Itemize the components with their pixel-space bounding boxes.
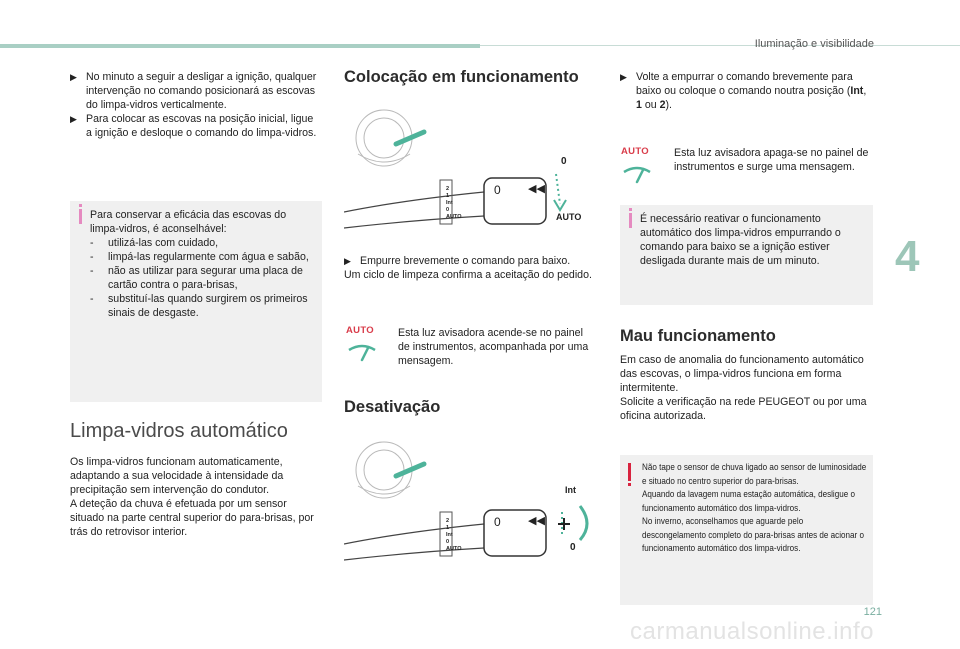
warning-text: Não tape o sensor de chuva ligado ao sensor de luminosidade e situado no centro superior do para-brisas. [642, 462, 867, 486]
section-heading: Mau funcionamento [620, 327, 776, 345]
watermark: carmanualsonline.info [630, 618, 874, 645]
auto-wiper-warning-icon [346, 340, 378, 362]
section-heading: Limpa-vidros automático [70, 420, 288, 442]
arrow-bullet-icon: ▶ [620, 72, 627, 82]
col3-bullet [620, 70, 874, 112]
position-label: 0 [570, 542, 576, 553]
wiper-stalk-figure [344, 108, 594, 236]
auto-label: AUTO [346, 325, 374, 336]
page-number: 121 [863, 606, 882, 618]
warning-note [620, 455, 873, 605]
svg-text:◀◀: ◀◀ [528, 514, 545, 527]
section-title: Iluminação e visibilidade [754, 38, 874, 50]
auto-wiper-warning-icon [621, 162, 653, 184]
list-item: ▶ Empurre brevemente o comando para baixo. [344, 255, 571, 267]
arrow-bullet-icon: ▶ [70, 114, 77, 124]
list-item: ▶ Volte a empurrar o comando brevemente para baixo ou coloque o comando noutra posição (Int, 1 ou 2). [620, 71, 867, 111]
note-item: - utilizá-las com cuidado, [90, 237, 219, 249]
wiper-stalk-illustration [344, 440, 594, 568]
svg-text:0: 0 [494, 515, 501, 529]
auto-label: AUTO [621, 146, 649, 157]
stalk-scale: 2 1 Int 0 AUTO [446, 186, 462, 220]
info-icon [629, 208, 632, 211]
header-rule [480, 45, 960, 46]
auto-text: Esta luz avisadora apaga-se no painel de instrumentos e surge uma mensagem. [674, 147, 869, 173]
note-item: - substituí-las quando surgirem os primeiros sinais de desgaste. [90, 293, 308, 319]
warning-text: No inverno, aconselhamos que aguarde pelo descongelamento completo do para-brisas antes de acionar o funcionamento automático dos limpa-vidros. [642, 516, 864, 553]
info-note: É necessário reativar o funcionamento automático dos limpa-vidros empurrando o comando para baixo se a ignição estiver desligada durante mais de um minuto. [620, 205, 873, 305]
col1-bullet-list [70, 70, 322, 140]
position-label: AUTO [556, 212, 582, 222]
warning-icon [628, 463, 631, 481]
position-label: 0 [561, 156, 567, 167]
list-item: ▶ No minuto a seguir a desligar a ignição, qualquer intervenção no comando posicionará as escovas do limpa-vidros verticalmente. [70, 71, 317, 111]
info-note [70, 201, 322, 402]
svg-text:0: 0 [494, 183, 501, 197]
stalk-scale: 2 1 Int 0 AUTO [446, 518, 462, 552]
section-heading: Colocação em funcionamento [344, 68, 579, 86]
note-item: - limpá-las regularmente com água e sabão, [90, 251, 309, 263]
body-text: Os limpa-vidros funcionam automaticamente, adaptando a sua velocidade à intensidade da precipitação sem intervenção do condutor. A deteção da chuva é efetuada por um sensor situado na parte central superior do para-brisas, por trás do retrovisor interior. [70, 456, 314, 538]
chapter-number: 4 [895, 232, 920, 281]
position-label: Int [565, 485, 576, 495]
info-icon [79, 204, 82, 207]
note-item: - não as utilizar para segurar uma placa de cartão contra o para-brisas, [90, 265, 303, 291]
section-heading: Desativação [344, 398, 441, 416]
header-accent-bar [0, 44, 480, 48]
wiper-stalk-figure [344, 440, 594, 568]
arrow-bullet-icon: ▶ [344, 256, 351, 266]
arrow-bullet-icon: ▶ [70, 72, 77, 82]
auto-text: Esta luz avisadora acende-se no painel de instrumentos, acompanhada por uma mensagem. [398, 327, 589, 367]
warning-text: Aquando da lavagem numa estação automática, desligue o funcionamento automático dos limpa-vidros. [642, 489, 856, 513]
list-item: ▶ Para colocar as escovas na posição inicial, ligue a ignição e desloque o comando do limpa-vidros. [70, 113, 317, 139]
body-text: Em caso de anomalia do funcionamento automático das escovas, o limpa-vidros funciona em forma intermitente. Solicite a verificação na rede PEUGEOT ou por uma oficina autorizada. [620, 354, 867, 422]
note-intro: Para conservar a eficácia das escovas do limpa-vidros, é aconselhável: [90, 209, 287, 235]
svg-text:◀◀: ◀◀ [528, 182, 545, 195]
col2-bullet: ▶ Empurre brevemente o comando para baixo. Um ciclo de limpeza confirma a aceitação do pedido. [344, 254, 594, 282]
